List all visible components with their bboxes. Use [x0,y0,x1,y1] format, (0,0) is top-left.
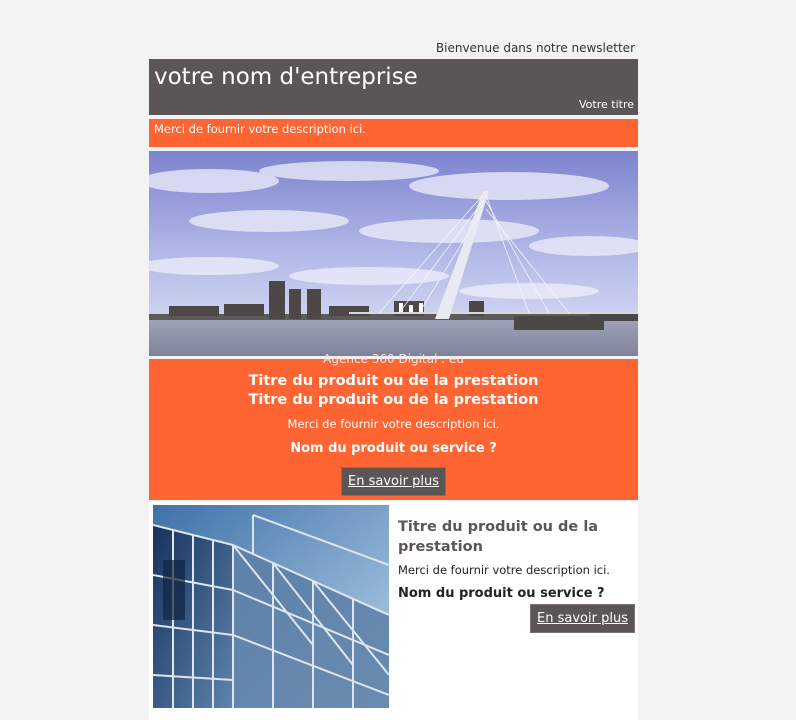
bridge-skyline-illustration [149,151,638,356]
hero-image [149,151,638,356]
featured-product [149,352,638,500]
article-description: Merci de fournir votre description ici. [398,563,610,577]
intro-description: Merci de fournir votre description ici. [149,119,638,147]
company-name: votre nom d'entreprise [154,64,418,90]
article-block [149,502,638,720]
featured-learn-more-button[interactable]: En savoir plus [341,467,446,496]
featured-title-line2: Titre du produit ou de la prestation [248,392,539,408]
agency-watermark: Agence 360 Digital . eu [323,352,464,366]
article-product-name: Nom du produit ou service ? [398,586,605,601]
featured-description: Merci de fournir votre description ici. [287,417,500,431]
welcome-text: Bienvenue dans notre newsletter [435,41,635,55]
glass-building-illustration [153,505,389,708]
featured-title-line1: Titre du produit ou de la prestation [248,373,539,389]
header-banner [149,59,638,115]
article-image [153,505,389,708]
article-learn-more-button[interactable]: En savoir plus [530,604,635,633]
featured-product-name: Nom du produit ou service ? [290,441,497,456]
header-title: Votre titre [579,98,634,111]
article-title: Titre du produit ou de la prestation [398,519,599,555]
